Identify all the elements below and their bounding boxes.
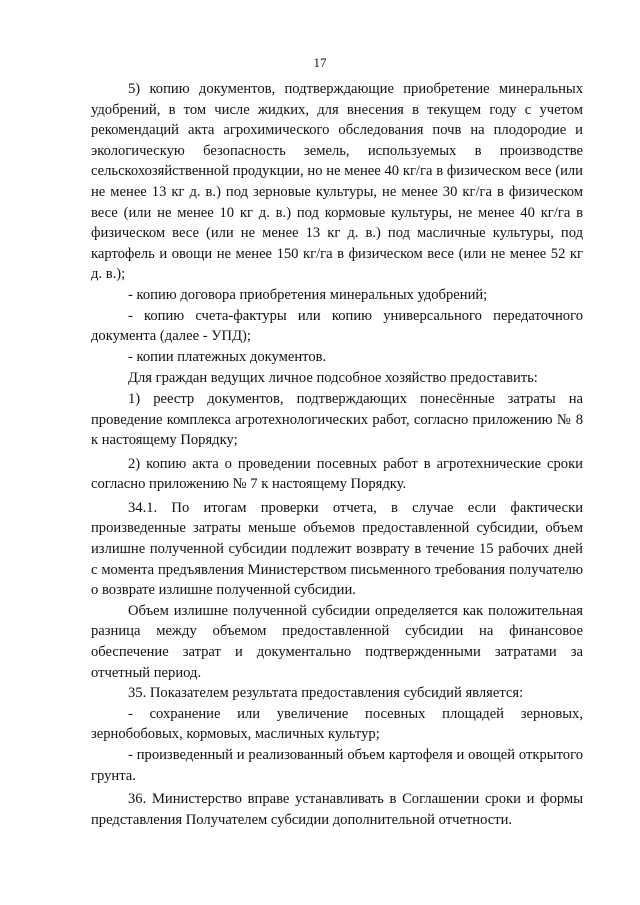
paragraph-household-farms: Для граждан ведущих личное подсобное хозяйство предоставить:: [128, 370, 538, 387]
paragraph-36-additional-reporting: 36. Министерство вправе устанавливать в Соглашении сроки и формы представления Получателем субсидии дополнительной отчетности.: [91, 791, 583, 828]
paragraph-invoice-copy: - копию счета-фактуры или копию универсального передаточного документа (далее - УПД);: [91, 307, 583, 345]
page-number: 17: [313, 55, 327, 70]
paragraph-contract-copy: - копию договора приобретения минеральных удобрений;: [128, 286, 488, 303]
paragraph-excess-subsidy: Объем излишне полученной субсидии определяется как положительная разница между объемом предоставленной субсидии на финансовое обеспечение затрат и документально подтвержденными затратами за отчетный период.: [91, 602, 583, 681]
paragraph-item-2-sowing-act: 2) копию акта о проведении посевных работ в агротехнические сроки согласно приложению № 7 к настоящему Порядку.: [91, 455, 583, 493]
paragraph-34-1-report-check: 34.1. По итогам проверки отчета, в случае если фактически произведенные затраты меньше объемов предоставленной субсидии, объем излишне полученной субсидии подлежит возврату в течение 15 рабочих дней с момента предъявления Министерством письменного требования получателю о возврате излишне полученной субсидии.: [91, 499, 583, 599]
document-body: [91, 79, 583, 830]
paragraph-item-1-registry: 1) реестр документов, подтверждающих понесённые затраты на проведение комплекса агротехнологических работ, согласно приложению № 8 к настоящему Порядку;: [91, 390, 583, 449]
paragraph-payment-documents: - копии платежных документов.: [128, 348, 327, 365]
paragraph-sown-areas: - сохранение или увеличение посевных площадей зерновых, зернобобовых, кормовых, масличных культур;: [91, 705, 583, 743]
paragraph-potato-vegetables: - произведенный и реализованный объем картофеля и овощей открытого грунта.: [91, 747, 583, 784]
paragraph-35-result-indicator: 35. Показателем результата предоставления субсидий является:: [128, 685, 524, 702]
paragraph-item-5-fertilizer-documents: 5) копию документов, подтверждающие приобретение минеральных удобрений, в том числе жидких, для внесения в текущем году с учетом рекомендаций акта агрохимического обследования почв на плодородие и экологическую безопасность земель, используемых в производстве сельскохозяйственной продукции, но не менее 40 кг/га в физическом весе (или не менее 13 кг д. в.) под зерновые культуры, не менее 30 кг/га в физическом весе (или не менее 10 кг д. в.) под кормовые культуры, не менее 40 кг/га в физическом весе (или не менее 13 кг д. в.) под масличные культуры, под картофель и овощи не менее 150 кг/га в физическом весе (или не менее 52 кг д. в.);: [91, 81, 583, 283]
